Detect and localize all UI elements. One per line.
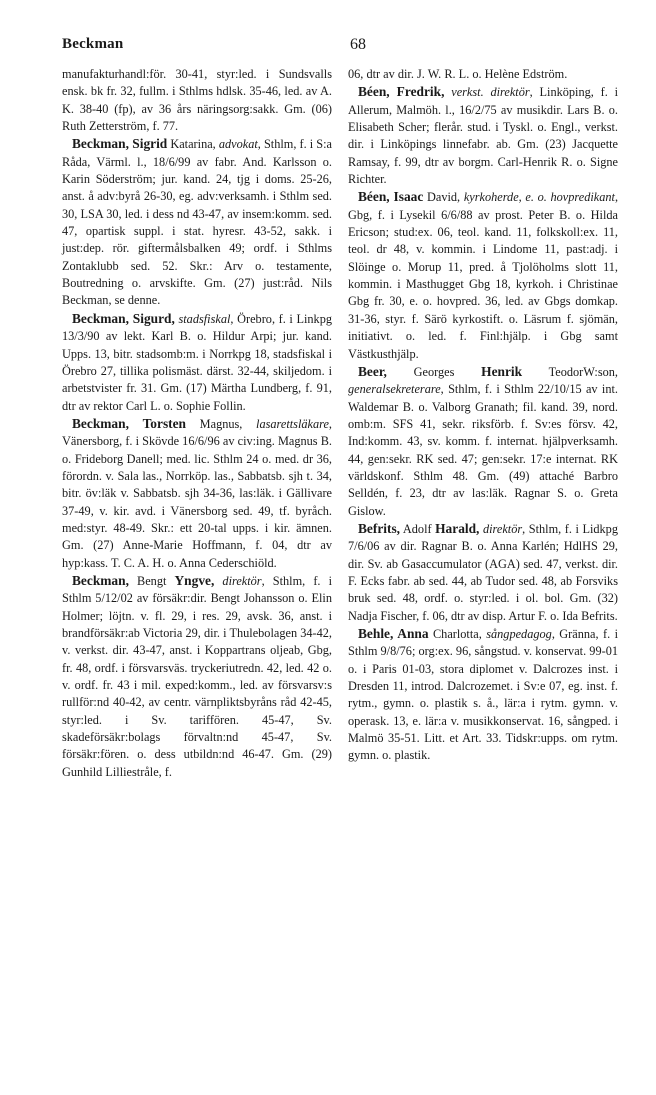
entry-title: verkst. direktör	[451, 85, 530, 100]
entry-body: , Vänersborg, f. i Skövde 16/6/96 av civ:ing. Magnus B. o. Frideborg Danell; med. lic. Sthlm 24 o. med. dr 36, förordn. v. Sala las., Norrköp. las., Sabbatsb. sjh t. 34, bitr. öv:läk v. Sabbatsb. sjh 34-36, las:läk. i Gällivare 37-49, v. kir. avd. i Vänersborg sed. 49, tf. byråch. med:styr. 48-49. Skr.: ett 20-tal upps. i kir. ämnen. Gm. (27) Anne-Marie Hoffmann, f. 04, dtr av hyp:kass. T. C. A. H. o. Anna Cederschiöld.	[62, 416, 332, 570]
right-column	[348, 66, 618, 765]
entry-title: stadsfiskal	[178, 311, 231, 326]
entry-body: , Linköping, f. i Allerum, Malmöh. l., 16/2/75 av musikdir. Lars B. o. Elisabeth Scher; flerår. stud. i Tyskl. o. Engl., verkst. dir. i Linköpings linnefabr. ab. Gm. (23) Jacquette Ramsay, f. 99, dtr av borgm. Carl-Henrik R. o. Signe Richter.	[348, 85, 619, 187]
entry-body: , Sthlm, f. i S:a Råda, Värml. l., 18/6/99 av fabr. And. Karlsson o. Karin Söderström; jur. kand. 24, tjg i doms. 25-26, anst. å adv:byrå 26-30, eg. adv:verksamh. i Sthlm sed. 30, LSA 30, led. i dess nd 43-47, av insem:komm. sed. 47, opartisk suppl. i stat. hyresr. 43-52, sakk. i just:dep. rör. giftermålsbalken 49; ordf. i Sthlms Zontaklubb sed. 52. Skr.: Arv o. testamente, Boutredning o. arvskifte. Gm. (27) just:råd. Nils Beckman, se denne.	[62, 137, 332, 308]
entry-title: kyrkoherde, e. o. hovpredikant	[463, 190, 615, 205]
entry-body: , Gränna, f. i Sthlm 9/8/76; org:ex. 96, sångstud. v. konservat. 99-01 o. i Paris 01-03, stora diplomet v. Dalcrozes inst. i Dresden 11, introd. Dalcrozemet. i Sv:e 07, eg. inst. f. rytm., gymn. o. plastik s. å., lär:a i rytm. gymn. v. operask. 13, e. lär:a v. musikkonservat. 16, sångped. i Malmö 35-51. Litt. et Art. 33. Tidskr:upps. om rytm. gymn. o. plastik.	[348, 627, 618, 763]
entry-body: , Örebro, f. i Linkpg 13/3/90 av lekt. Karl B. o. Hildur Arpi; jur. kand. Upps. 13, bitr. stadsomb:m. i Norrkpg 18, stadsfiskal i Örebro 27, tillika polismäst. därst. 32-44, skiljedom. i arbetstvister fr. 31. Gm. (17) Märtha Lundberg, f. 91, dtr av rektor Carl L. o. Sophie Follin.	[62, 311, 332, 413]
entry-body: , Sthlm, f. i Sthlm 5/12/02 av försäkr:dir. Bengt Johansson o. Elin Holmer; löjtn. v. fl. 29, i res. 29, avsk. 36, anst. i brandförsäkr:ab Victoria 29, dir. i Thulebolagen 34-42, v. verkst. dir. 43-47, anst. i Koppartrans oljeab, Gbg, fr. 48, ordf. i försvarsväs. tryckeriutredn. 42, led. 42 o. v. ordf. fr. 43 i mil. exped:komm., led. av försvarsv:s rullför:nd 40-42, av centr. värnpliktsbyråns råd 42-45, styr:led. i Sv. tariffören. 45-47, Sv. skadeförsäkr:bolags förvaltn:nd 45-47, Sv. försäkr:fören. o. dess utbildn:nd 46-47. Gm. (29) Gunhild Lilliestråle, f.	[62, 573, 333, 779]
entry-title: sångpedagog	[486, 627, 552, 641]
page-number: 68	[350, 36, 366, 53]
entry-sigurd-beckman	[62, 310, 332, 415]
entry-isaac-been	[348, 188, 618, 362]
entry-given-names: Adolf	[400, 521, 436, 536]
entry-title: generalsekreterare	[348, 382, 441, 397]
entry-title: direktör	[222, 573, 262, 588]
entry-body: , Gbg, f. i Lysekil 6/6/88 av prost. Peter B. o. Hilda Ericson; stud:ex. 06, teol. kand. 11, folkskoll:ex. 11, teol. dr 48, v. kommin. i Lindome 11, past:adj. i Slöinge o. Morup 11, pred. å Tjolöholms slott 11, kommin. i Masthugget Gbg 18, kyrkoh. i Christinae Gbg fr. 30, e. o. hovpred. 36, led. av Gbgs domkap. 31-36, styr. f. Särö kyrkostift. o. Läsrum f. sjömän, initiativt. o. led. f. Finl:hjälp. i Gbg samt Västkusthjälp.	[348, 190, 619, 361]
entry-name-called: Henrik	[481, 363, 523, 379]
entry-fredrik-been	[348, 83, 618, 188]
entry-given-names: Georges	[386, 364, 482, 379]
entry-name: Beckman, Sigrid	[72, 136, 168, 152]
entry-continuation	[348, 66, 618, 83]
entry-title: lasarettsläkare	[256, 416, 329, 431]
entry-name: Behle, Anna	[358, 626, 429, 641]
entry-henrik-beer	[348, 363, 618, 520]
entry-name: Beer,	[358, 363, 387, 379]
entry-name: Befrits,	[358, 520, 401, 536]
entry-name: Béen, Isaac	[358, 189, 424, 205]
entry-given-names-rest: TeodorW:son,	[522, 364, 618, 379]
entry-name-called: Yngve,	[174, 572, 215, 588]
entry-title: direktör	[482, 521, 523, 536]
entry-body: , Sthlm, f. i Lidkpg 7/6/06 av dir. Ragnar B. o. Anna Karlén; HdlHS 29, dir. Sv. ab Gasaccumulator (AGA) sed. 47, verkst. dir. F. Ecks fabr. ab sed. 44, ab Tudor sed. 48, ab Forsviks bruk sed. 48, ordf. o. styr:led. i ol. bol. Gm. (32) Nadja Fischer, f. 06, dtr av disp. Artur F. o. Ida Befrits.	[348, 521, 618, 623]
entry-name: Béen, Fredrik,	[358, 84, 445, 100]
entry-name: Beckman, Torsten	[72, 415, 187, 431]
entry-given-names: Charlotta,	[428, 627, 487, 641]
entry-text: manufakturhandl:för. 30-41, styr:led. i Sundsvalls ensk. bk fr. 32, fullm. i Sthlms hdlsk. 35-46, led. av A. K. 38-40 (fp), av 36 års näringsorg:sakk. Gm. (06) Ruth Zetterström, f. 77.	[62, 67, 332, 134]
entry-torsten-beckman	[62, 415, 332, 572]
page-header	[62, 36, 600, 58]
entry-name: Beckman, Sigurd,	[72, 310, 175, 326]
entry-continuation	[62, 66, 332, 135]
entry-title: advokat	[218, 137, 258, 152]
text-columns	[62, 66, 619, 1076]
entry-given-names: David,	[423, 190, 464, 205]
entry-body: , Sthlm, f. i Sthlm 22/10/15 av int. Waldemar B. o. Valborg Granath; fil. kand. 39, nord. omb:m. SFS 41, sekr. riksförb. f. Sv:es försv. 42, Ind:komm. 43, sv. komm. f. internat. hjälpverksamh. 44, gen:sekr. RK sed. 47; gen:sekr. 17:e internat. RK världskonf. Sthlm 48. Gm. (49) attaché Barbro Selldén, f. 23, dtr av las:läk. Ragnar S. o. Greta Gislow.	[348, 382, 618, 518]
entry-given-names: Magnus,	[186, 416, 257, 431]
entry-harald-befrits	[348, 520, 618, 625]
entry-name: Beckman,	[72, 572, 129, 588]
entry-sigrid-beckman	[62, 135, 332, 309]
entry-given-names: Bengt	[128, 573, 175, 588]
entry-name-called: Harald,	[435, 520, 480, 536]
entry-text: 06, dtr av dir. J. W. R. L. o. Helène Edström.	[348, 67, 568, 81]
entry-given-names: Katarina,	[167, 137, 219, 152]
left-column	[62, 66, 332, 781]
running-head: Beckman	[62, 36, 124, 52]
entry-anna-behle	[348, 625, 618, 765]
entry-yngve-beckman	[62, 572, 332, 781]
